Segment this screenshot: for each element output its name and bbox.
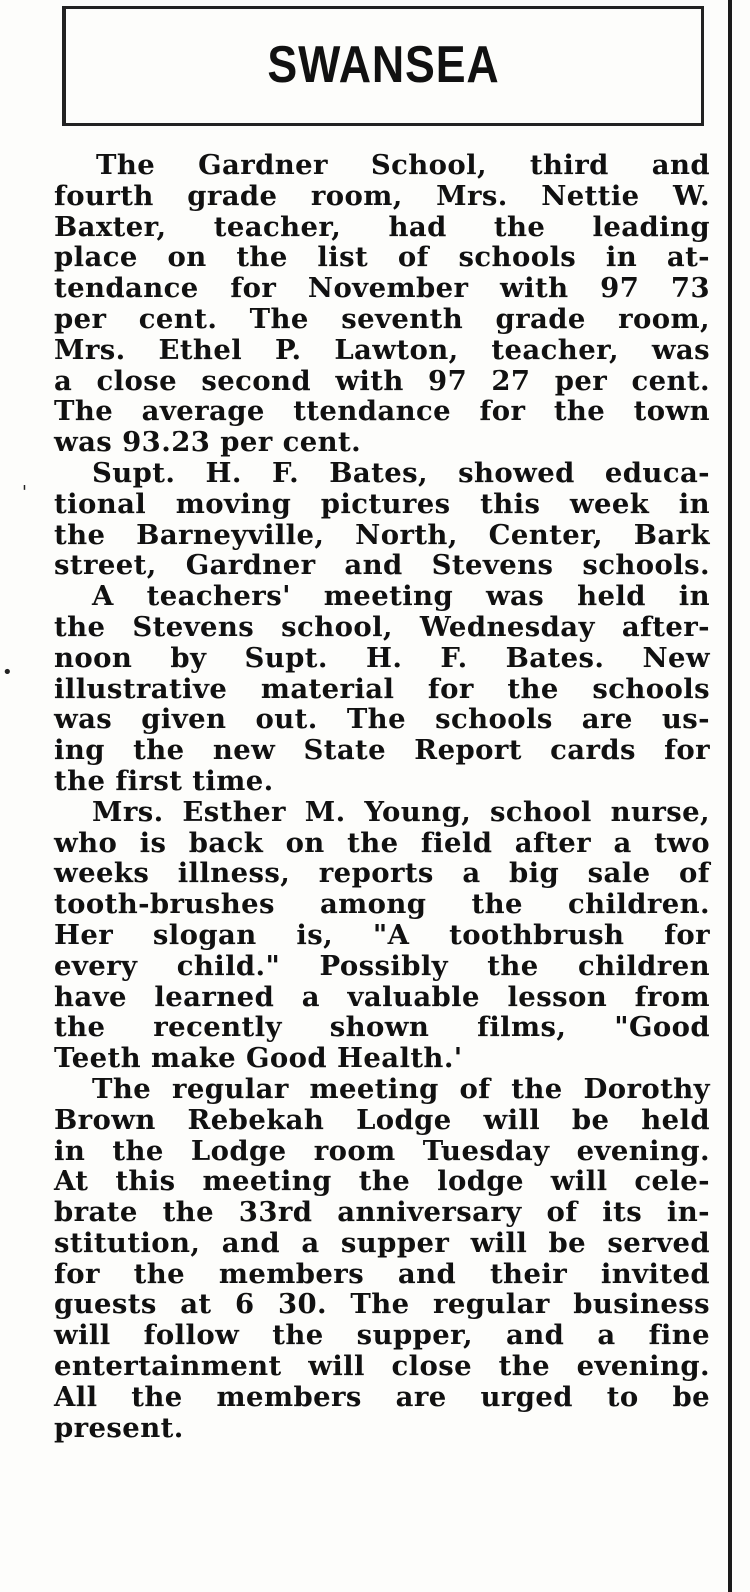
article-line: Her slogan is, "A toothbrush for xyxy=(54,918,710,951)
article-line: tional moving pictures this week in xyxy=(54,487,710,520)
article-line: in the Lodge room Tuesday evening. xyxy=(54,1134,710,1167)
article-line: A teachers' meeting was held in xyxy=(92,580,710,613)
article-line: every child." Possibly the children xyxy=(54,949,710,982)
article-line: have learned a valuable lesson from xyxy=(54,980,710,1013)
article-line: Mrs. Esther M. Young, school nurse, xyxy=(92,795,710,828)
article-line: place on the list of schools in at- xyxy=(54,241,710,274)
article-line: the recently shown films, "Good xyxy=(54,1011,710,1044)
article-line: noon by Supt. H. F. Bates. New xyxy=(54,641,710,674)
article-line: the Stevens school, Wednesday after- xyxy=(54,610,710,643)
headline: SWANSEA xyxy=(267,36,500,94)
article-line: ing the new State Report cards for xyxy=(54,734,710,767)
article-line: stitution, and a supper will be served xyxy=(54,1226,710,1259)
article-line: for the members and their invited xyxy=(54,1257,710,1290)
article-line: a close second with 97 27 per cent. xyxy=(54,364,710,397)
article-line: who is back on the field after a two xyxy=(54,826,710,859)
article-line: brate the 33rd anniversary of its in- xyxy=(54,1196,710,1229)
article-line: Teeth make Good Health.' xyxy=(54,1042,463,1075)
article-line: At this meeting the lodge will cele- xyxy=(54,1165,710,1198)
article-line: tendance for November with 97 73 xyxy=(54,272,710,305)
article-line: Baxter, teacher, had the leading xyxy=(54,210,710,243)
headline-box xyxy=(62,6,704,126)
article-line: the Barneyville, North, Center, Bark xyxy=(54,518,710,551)
article-line: the first time. xyxy=(54,764,274,797)
article-line: fourth grade room, Mrs. Nettie W. xyxy=(54,179,710,212)
article-line: All the members are urged to be xyxy=(54,1380,710,1413)
article-line: per cent. The seventh grade room, xyxy=(54,302,710,335)
article-line: present. xyxy=(54,1411,184,1444)
column-rule xyxy=(728,0,732,1592)
print-speck: • xyxy=(2,662,13,683)
article-line: The Gardner School, third and xyxy=(96,149,710,181)
article-line: street, Gardner and Stevens schools. xyxy=(54,549,710,582)
article-line: The average ttendance for the town xyxy=(54,395,710,428)
article-line: Mrs. Ethel P. Lawton, teacher, was xyxy=(54,333,710,366)
article-line: was given out. The schools are us- xyxy=(54,703,710,736)
article-line: illustrative material for the schools xyxy=(54,672,710,705)
article-line: weeks illness, reports a big sale of xyxy=(54,857,710,890)
article-line: tooth-brushes among the children. xyxy=(54,888,710,921)
print-speck: ' xyxy=(22,482,27,503)
article-line: The regular meeting of the Dorothy xyxy=(92,1072,710,1105)
article-line: will follow the supper, and a fine xyxy=(54,1319,710,1352)
article-body xyxy=(54,150,710,1443)
article-line: entertainment will close the evening. xyxy=(54,1350,710,1383)
article-line: was 93.23 per cent. xyxy=(54,426,362,459)
article-line: guests at 6 30. The regular business xyxy=(54,1288,710,1321)
article-line: Brown Rebekah Lodge will be held xyxy=(54,1103,710,1136)
article-line: Supt. H. F. Bates, showed educa- xyxy=(92,456,710,489)
